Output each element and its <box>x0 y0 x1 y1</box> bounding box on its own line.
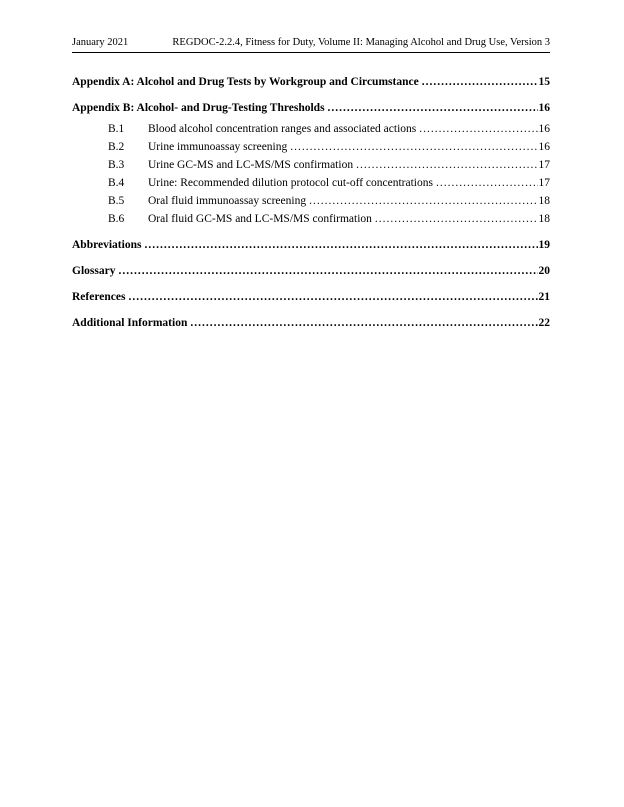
toc-page-number: 15 <box>538 76 550 88</box>
toc-dot-leader <box>356 156 537 174</box>
toc-page-number: 18 <box>538 195 550 207</box>
toc-entry-b3[interactable] <box>72 156 550 174</box>
toc-dot-leader <box>309 192 537 210</box>
toc-entry-label: Appendix B: Alcohol- and Drug-Testing Thresholds <box>72 102 325 114</box>
toc-page-number: 16 <box>538 141 550 153</box>
toc-entry-b2[interactable] <box>72 138 550 156</box>
toc-page-number: 21 <box>538 291 550 303</box>
toc-entry-label: Urine GC-MS and LC-MS/MS confirmation <box>148 159 354 171</box>
toc-entry-label: Blood alcohol concentration ranges and associated actions <box>148 123 417 135</box>
toc-entry-appendix-a[interactable] <box>72 73 550 91</box>
header-doc-title: REGDOC-2.2.4, Fitness for Duty, Volume II: Managing Alcohol and Drug Use, Version 3 <box>172 37 550 48</box>
toc-page-number: 22 <box>538 317 550 329</box>
toc-dot-leader <box>328 99 538 117</box>
toc-entry-number: B.1 <box>108 123 125 135</box>
toc-entry-abbreviations[interactable] <box>72 236 550 254</box>
toc-page-number: 17 <box>538 177 550 189</box>
toc-dot-leader <box>419 120 537 138</box>
toc-entry-label: References <box>72 291 126 303</box>
toc-entry-appendix-b[interactable] <box>72 99 550 117</box>
toc-dot-leader <box>436 174 538 192</box>
toc-entry-glossary[interactable] <box>72 262 550 280</box>
toc-entry-b5[interactable] <box>72 192 550 210</box>
toc-page-number: 18 <box>538 213 550 225</box>
page-header <box>72 36 550 53</box>
toc-entry-b1[interactable] <box>72 120 550 138</box>
toc-entry-b4[interactable] <box>72 174 550 192</box>
toc-dot-leader <box>422 73 538 91</box>
toc-entry-number: B.6 <box>108 213 125 225</box>
toc-entry-label: Urine: Recommended dilution protocol cut-off concentrations <box>148 177 433 189</box>
table-of-contents <box>72 73 550 332</box>
toc-page-number: 17 <box>538 159 550 171</box>
toc-page-number: 19 <box>538 239 550 251</box>
toc-dot-leader <box>128 288 537 306</box>
toc-entry-label: Abbreviations <box>72 239 142 251</box>
toc-dot-leader <box>375 210 538 228</box>
toc-entry-additional-information[interactable] <box>72 314 550 332</box>
toc-page-number: 20 <box>538 265 550 277</box>
toc-entry-number: B.2 <box>108 141 125 153</box>
toc-page-number: 16 <box>538 102 550 114</box>
toc-dot-leader <box>190 314 537 332</box>
toc-entry-label: Urine immunoassay screening <box>148 141 288 153</box>
toc-dot-leader <box>290 138 537 156</box>
toc-entry-label: Appendix A: Alcohol and Drug Tests by Workgroup and Circumstance <box>72 76 419 88</box>
toc-entry-label: Glossary <box>72 265 116 277</box>
toc-entry-label: Oral fluid immunoassay screening <box>148 195 307 207</box>
toc-dot-leader <box>144 236 537 254</box>
toc-entry-number: B.3 <box>108 159 125 171</box>
toc-page-number: 16 <box>538 123 550 135</box>
header-date: January 2021 <box>72 37 129 48</box>
toc-entry-number: B.5 <box>108 195 125 207</box>
toc-entry-references[interactable] <box>72 288 550 306</box>
toc-entry-b6[interactable] <box>72 210 550 228</box>
toc-entry-label: Additional Information <box>72 317 188 329</box>
toc-dot-leader <box>118 262 537 280</box>
toc-entry-label: Oral fluid GC-MS and LC-MS/MS confirmation <box>148 213 372 225</box>
toc-entry-number: B.4 <box>108 177 125 189</box>
